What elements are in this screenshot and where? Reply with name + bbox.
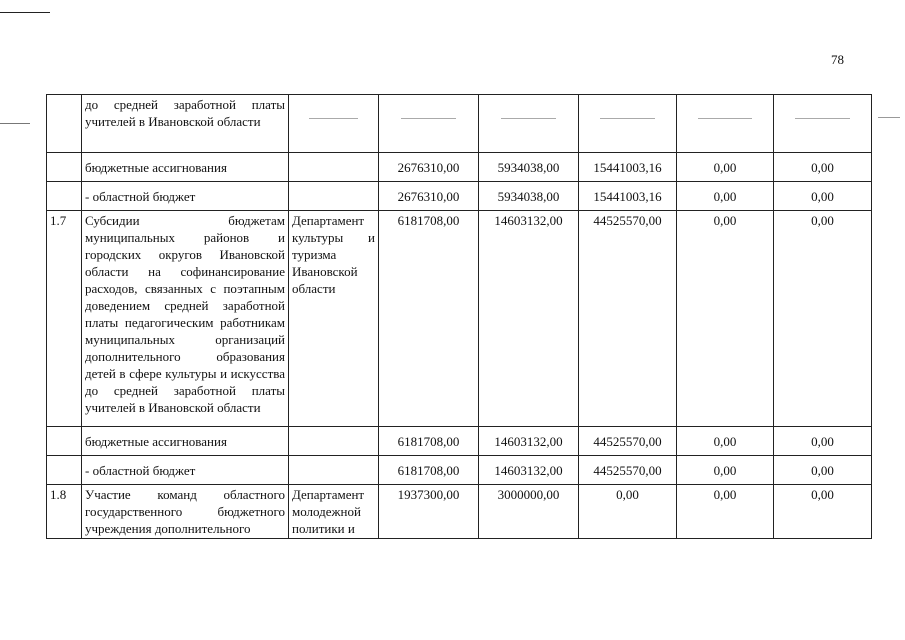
value-cell-col1: 6181708,00 [379, 211, 479, 427]
value-cell-col4: 0,00 [677, 427, 774, 456]
value-cell-col1: 6181708,00 [379, 456, 479, 485]
scan-artifact-line [0, 123, 30, 124]
value-cell-col4: 0,00 [677, 211, 774, 427]
value-cell-col4: 0,00 [677, 153, 774, 182]
value-cell-col2: 14603132,00 [479, 427, 579, 456]
budget-table [46, 94, 872, 539]
table-row [47, 427, 872, 456]
row-name-cell: бюджетные ассигнования [82, 427, 289, 456]
faint-dash-mark [600, 118, 655, 119]
table-row [47, 485, 872, 539]
faint-dash-mark [501, 118, 557, 119]
row-department-cell [289, 95, 379, 153]
value-cell-col1: 1937300,00 [379, 485, 479, 539]
row-department-cell: Департамент культуры и туризма Ивановской области [289, 211, 379, 427]
faint-dash-mark [309, 118, 359, 119]
scan-artifact-line [0, 12, 50, 13]
table-body [47, 95, 872, 539]
page-number: 78 [831, 52, 844, 67]
value-cell-col5: 0,00 [774, 182, 872, 211]
table-row [47, 211, 872, 427]
value-cell-col5: 0,00 [774, 153, 872, 182]
value-cell-col5: 0,00 [774, 211, 872, 427]
value-cell-col4: 0,00 [677, 456, 774, 485]
value-cell-col2: 3000000,00 [479, 485, 579, 539]
value-cell-col1: 6181708,00 [379, 427, 479, 456]
value-cell-col5: 0,00 [774, 456, 872, 485]
value-cell-col3 [579, 95, 677, 153]
row-name-cell: - областной бюджет [82, 182, 289, 211]
row-name-cell: бюджетные ассигнования [82, 153, 289, 182]
value-cell-col5: 0,00 [774, 485, 872, 539]
value-cell-col2: 5934038,00 [479, 153, 579, 182]
row-number-cell: 1.7 [47, 211, 82, 427]
row-number-cell [47, 95, 82, 153]
row-number-cell [47, 427, 82, 456]
faint-dash-mark [795, 118, 850, 119]
row-number-cell [47, 456, 82, 485]
value-cell-col4 [677, 95, 774, 153]
value-cell-col1: 2676310,00 [379, 153, 479, 182]
value-cell-col3: 44525570,00 [579, 456, 677, 485]
value-cell-col5 [774, 95, 872, 153]
value-cell-col5: 0,00 [774, 427, 872, 456]
value-cell-col2: 14603132,00 [479, 456, 579, 485]
row-department-cell: Департамент молодежной политики и [289, 485, 379, 539]
row-number-cell [47, 153, 82, 182]
row-department-cell [289, 153, 379, 182]
table-row [47, 153, 872, 182]
value-cell-col3: 15441003,16 [579, 182, 677, 211]
value-cell-col3: 44525570,00 [579, 211, 677, 427]
row-department-cell [289, 456, 379, 485]
row-name-cell: - областной бюджет [82, 456, 289, 485]
table-row [47, 95, 872, 153]
row-number-cell: 1.8 [47, 485, 82, 539]
row-number-cell [47, 182, 82, 211]
value-cell-col3: 0,00 [579, 485, 677, 539]
value-cell-col4: 0,00 [677, 182, 774, 211]
row-name-cell: Участие команд областного государственного бюджетного учреждения дополнительного [82, 485, 289, 539]
value-cell-col2: 5934038,00 [479, 182, 579, 211]
row-department-cell [289, 427, 379, 456]
table-row [47, 182, 872, 211]
value-cell-col1 [379, 95, 479, 153]
value-cell-col4: 0,00 [677, 485, 774, 539]
table-row [47, 456, 872, 485]
value-cell-col2: 14603132,00 [479, 211, 579, 427]
row-department-cell [289, 182, 379, 211]
faint-dash-mark [401, 118, 457, 119]
faint-dash-mark [698, 118, 752, 119]
value-cell-col2 [479, 95, 579, 153]
row-name-cell: Субсидии бюджетам муниципальных районов и городских округов Ивановской области на софинансирование расходов, связанных с поэтапным доведением средней заработной платы педагогическим работникам муниципальных организаций дополнительного образования детей в сфере культуры и искусства до средней заработной платы учителей в Ивановской области [82, 211, 289, 427]
value-cell-col3: 44525570,00 [579, 427, 677, 456]
value-cell-col3: 15441003,16 [579, 153, 677, 182]
scan-artifact-line [878, 117, 900, 118]
row-name-cell: до средней заработной платы учителей в Ивановской области [82, 95, 289, 153]
value-cell-col1: 2676310,00 [379, 182, 479, 211]
